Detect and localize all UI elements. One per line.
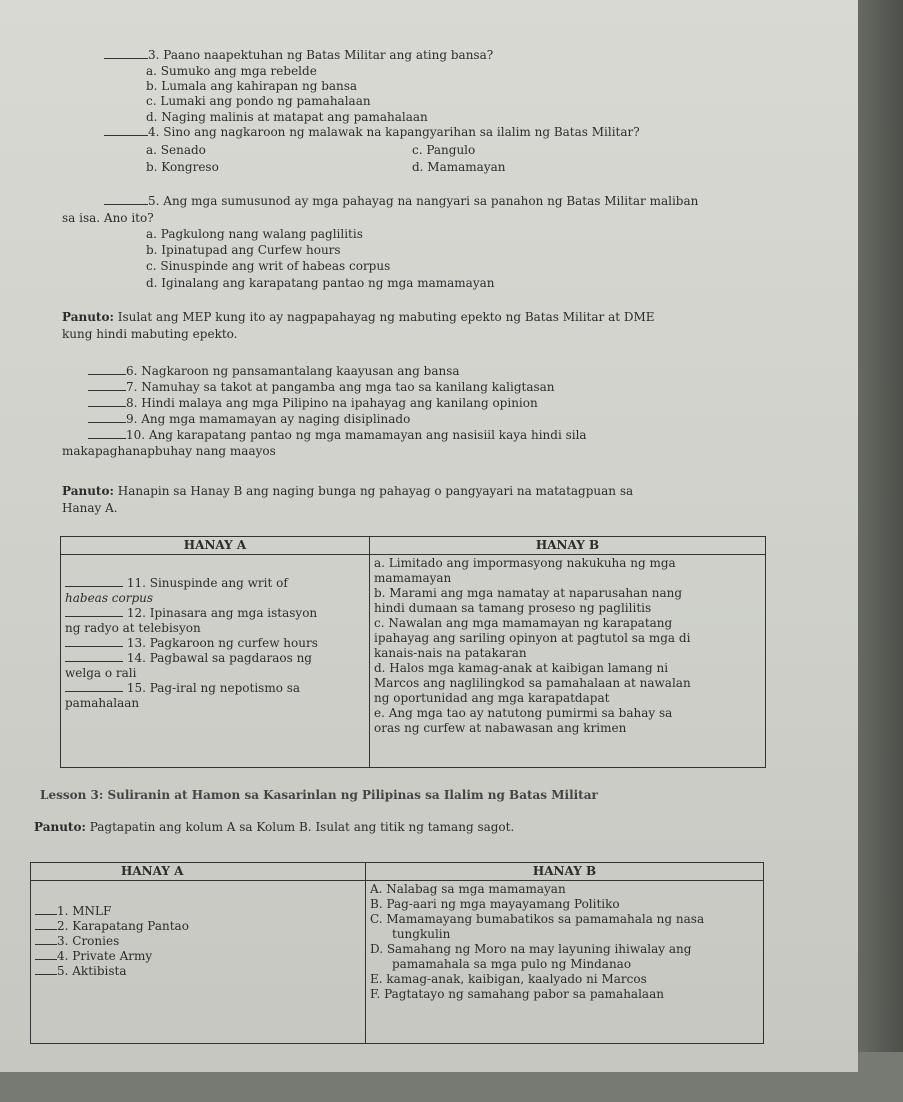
choice: c. Sinuspinde ang writ of habeas corpus [146,259,391,273]
item-text-cont: pamahalaan [65,696,140,710]
choice-line: oras ng curfew at nabawasan ang krimen [374,721,627,735]
item-text: 14. Pagbawal sa pagdaraos ng [126,651,312,665]
match-item-13 [65,636,365,651]
question-5 [104,194,698,208]
choice-line: e. Ang mga tao ay natutong pumirmi sa bahay sa [374,706,673,720]
question-number: 4. [148,125,160,139]
item-text: 11. Sinuspinde ang writ of [126,576,288,590]
answer-blank[interactable] [35,904,57,915]
item-text: 1. MNLF [57,904,112,918]
item-text: 7. Namuhay sa takot at pangamba ang mga tao sa kanilang kaligtasan [126,380,555,394]
directions-text: Pagtapatin ang kolum A sa Kolum B. Isulat ang titik ng tamang sagot. [89,820,515,834]
choice: b. Ipinatupad ang Curfew hours [146,243,341,257]
choice: d. Naging malinis at matapat ang pamahalaan [146,110,428,124]
choice: d. Mamamayan [412,160,506,174]
choice-line: c. Nawalan ang mga mamamayan ng karapatang [374,616,673,630]
item-10 [88,428,587,442]
answer-blank[interactable] [65,606,123,617]
item-text-cont: habeas corpus [65,591,154,605]
item-8 [88,396,538,410]
choice: d. Iginalang ang karapatang pantao ng mga mamamayan [146,276,495,290]
directions-text-cont: kung hindi mabuting epekto. [62,327,238,341]
choice-line: a. Limitado ang impormasyong nakukuha ng mga [374,556,676,570]
match-item-15 [65,681,365,696]
choice-line: kanais-nais na patakaran [374,646,527,660]
choice: b. Kongreso [146,160,219,174]
question-text: Sino ang nagkaroon ng malawak na kapangyarihan sa ilalim ng Batas Militar? [163,125,640,139]
directions-part2 [62,310,655,324]
choice-line: Marcos ang naglilingkod sa pamahalaan at nawalan [374,676,691,690]
item-6 [88,364,460,378]
column-a-cell [61,555,370,768]
column-b-cell [366,881,764,1044]
answer-blank[interactable] [104,194,148,205]
answer-blank[interactable] [35,934,57,945]
match-item-4 [35,949,361,964]
item-text: 3. Cronies [57,934,120,948]
item-9 [88,412,410,426]
match-item-14 [65,651,365,666]
choice: a. Senado [146,143,206,157]
choice: a. Sumuko ang mga rebelde [146,64,317,78]
answer-blank[interactable] [65,651,123,662]
answer-blank[interactable] [88,364,126,375]
column-header-a: HANAY A [31,863,366,881]
item-text-cont: welga o rali [65,666,137,680]
item-text: 9. Ang mga mamamayan ay naging disiplinado [126,412,411,426]
column-b-cell [370,555,766,768]
directions-text-cont: Hanay A. [62,501,118,515]
choice-line: E. kamag-anak, kaibigan, kaalyado ni Marcos [370,972,647,986]
column-header-b: HANAY B [366,863,764,881]
choice: b. Lumala ang kahirapan ng bansa [146,79,358,93]
choice-line: mamamayan [374,571,452,585]
answer-blank[interactable] [88,380,126,391]
answer-blank[interactable] [88,396,126,407]
match-item-5 [35,964,361,979]
column-header-b: HANAY B [370,537,766,555]
matching-table-1 [60,536,766,768]
answer-blank[interactable] [35,919,57,930]
choice-line: B. Pag-aari ng mga mayayamang Politiko [370,897,620,911]
question-3 [104,48,493,62]
item-text: 2. Karapatang Pantao [57,919,189,933]
answer-blank[interactable] [104,48,148,59]
choice-line: b. Marami ang mga namatay at naparusahan nang [374,586,683,600]
item-text-cont: ng radyo at telebisyon [65,621,201,635]
directions-text: Isulat ang MEP kung ito ay nagpapahayag ng mabuting epekto ng Batas Militar at DME [117,310,655,324]
match-item-1 [35,904,361,919]
item-text: 8. Hindi malaya ang mga Pilipino na ipahayag ang kanilang opinion [126,396,538,410]
choice-line: F. Pagtatayo ng samahang pabor sa pamahalaan [370,987,664,1001]
match-item-12 [65,606,365,621]
question-text: Paano naapektuhan ng Batas Militar ang ating bansa? [163,48,494,62]
answer-blank[interactable] [65,681,123,692]
choice-line: C. Mamamayang bumabatikos sa pamamahala ng nasa [370,912,705,926]
item-text: 12. Ipinasara ang mga istasyon [126,606,318,620]
choice-line: ipahayag ang sariling opinyon at pagtutol sa mga di [374,631,691,645]
question-text-cont: sa isa. Ano ito? [62,211,154,225]
column-a-cell [31,881,366,1044]
answer-blank[interactable] [65,576,123,587]
item-text: 4. Private Army [57,949,153,963]
answer-blank[interactable] [35,949,57,960]
item-7 [88,380,555,394]
item-10-cont: makapaghanapbuhay nang maayos [62,444,276,458]
choice: c. Lumaki ang pondo ng pamahalaan [146,94,371,108]
item-text: 6. Nagkaroon ng pansamantalang kaayusan ang bansa [126,364,460,378]
item-text: 15. Pag-iral ng nepotismo sa [126,681,301,695]
answer-blank[interactable] [104,125,148,136]
directions-label: Panuto: [62,484,114,498]
directions-label: Panuto: [62,310,114,324]
match-item-11 [65,576,365,591]
question-number: 3. [148,48,160,62]
directions-part4 [34,820,514,834]
choice-line: d. Halos mga kamag-anak at kaibigan lamang ni [374,661,669,675]
question-4 [104,125,640,139]
item-text: 10. Ang karapatang pantao ng mga mamamayan ang nasisiil kaya hindi sila [126,428,587,442]
directions-label: Panuto: [34,820,86,834]
choice-line: pamamahala sa mga pulo ng Mindanao [392,957,632,971]
choice: c. Pangulo [412,143,476,157]
match-item-2 [35,919,361,934]
directions-text: Hanapin sa Hanay B ang naging bunga ng pahayag o pangyayari na matatagpuan sa [117,484,634,498]
lesson-title: Lesson 3: Suliranin at Hamon sa Kasarinlan ng Pilipinas sa Ilalim ng Batas Militar [40,788,598,802]
directions-part3 [62,484,633,498]
answer-blank[interactable] [88,428,126,439]
choice-line: A. Nalabag sa mga mamamayan [370,882,566,896]
column-header-a: HANAY A [61,537,370,555]
question-number: 5. [148,194,160,208]
question-text: Ang mga sumusunod ay mga pahayag na nangyari sa panahon ng Batas Militar maliban [163,194,699,208]
choice-line: tungkulin [392,927,451,941]
choice-line: ng oportunidad ang mga karapatdapat [374,691,610,705]
choice-line: D. Samahang ng Moro na may layuning ihiwalay ang [370,942,692,956]
item-text: 13. Pagkaroon ng curfew hours [126,636,318,650]
answer-blank[interactable] [35,964,57,975]
choice: a. Pagkulong nang walang paglilitis [146,227,363,241]
item-text: 5. Aktibista [57,964,127,978]
choice-line: hindi dumaan sa tamang proseso ng paglilitis [374,601,652,615]
answer-blank[interactable] [65,636,123,647]
matching-table-2 [30,862,764,1044]
match-item-3 [35,934,361,949]
answer-blank[interactable] [88,412,126,423]
